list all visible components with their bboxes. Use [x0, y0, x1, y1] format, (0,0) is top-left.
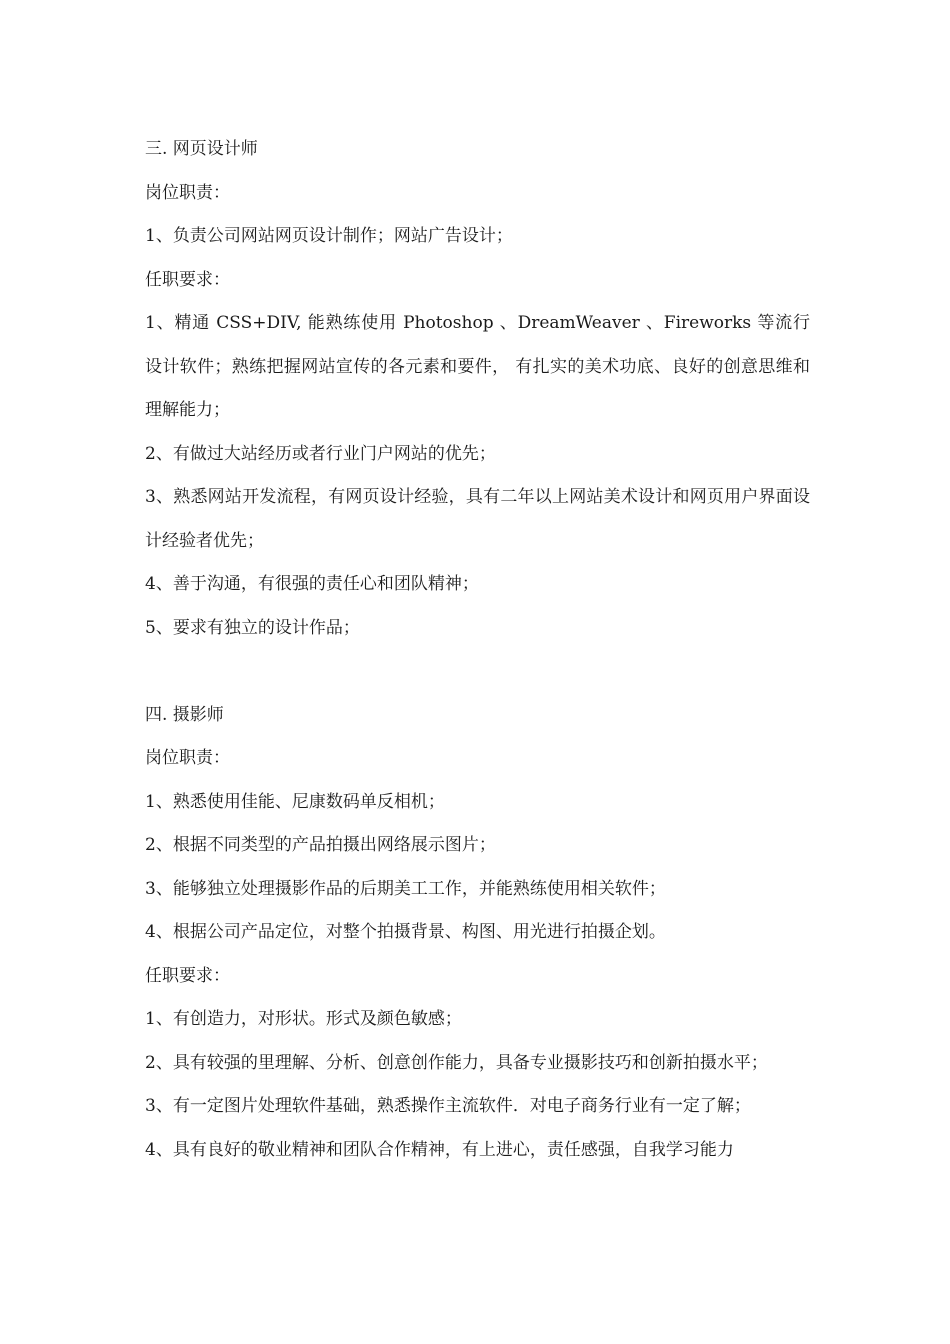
duties-label: 岗位职责：	[145, 182, 230, 203]
section-spacer	[145, 650, 810, 694]
requirement-item: 3、熟悉网站开发流程，有网页设计经验，具有二年以上网站美术设计和网页用户界面设计经验者优先；	[145, 487, 810, 551]
requirement-item: 4、具有良好的敬业精神和团队合作精神，有上进心，责任感强，自我学习能力	[145, 1139, 734, 1160]
document-body	[145, 128, 810, 1172]
duty-item: 1、负责公司网站网页设计制作；网站广告设计；	[145, 226, 513, 246]
requirement-item: 2、具有较强的里理解、分析、创意创作能力，具备专业摄影技巧和创新拍摄水平；	[145, 1052, 768, 1073]
duty-item: 2、根据不同类型的产品拍摄出网络展示图片；	[145, 835, 496, 855]
requirement-item: 1、精通 CSS+DIV, 能熟练使用 Photoshop 、DreamWeaver 、Fireworks 等流行设计软件；熟练把握网站宣传的各元素和要件， 有扎实的美术功底、良好的创意思维和理解能力；	[145, 313, 810, 420]
duty-item: 1、熟悉使用佳能、尼康数码单反相机；	[145, 791, 445, 812]
requirement-item: 4、善于沟通，有很强的责任心和团队精神；	[145, 574, 479, 594]
requirement-item: 1、有创造力，对形状。形式及颜色敏感；	[145, 1009, 462, 1029]
duty-item: 4、根据公司产品定位，对整个拍摄背景、构图、用光进行拍摄企划。	[145, 922, 666, 942]
requirement-item: 5、要求有独立的设计作品；	[145, 617, 360, 638]
section-heading-web-designer: 三. 网页设计师	[145, 139, 258, 159]
section-heading-photographer: 四. 摄影师	[145, 704, 224, 725]
requirements-label: 任职要求：	[145, 965, 230, 986]
requirements-label: 任职要求：	[145, 269, 230, 290]
duty-item: 3、能够独立处理摄影作品的后期美工工作，并能熟练使用相关软件；	[145, 878, 666, 899]
duties-label: 岗位职责：	[145, 748, 230, 768]
requirement-item: 3、有一定图片处理软件基础，熟悉操作主流软件．对电子商务行业有一定了解；	[145, 1096, 751, 1116]
requirement-item: 2、有做过大站经历或者行业门户网站的优先；	[145, 443, 496, 464]
